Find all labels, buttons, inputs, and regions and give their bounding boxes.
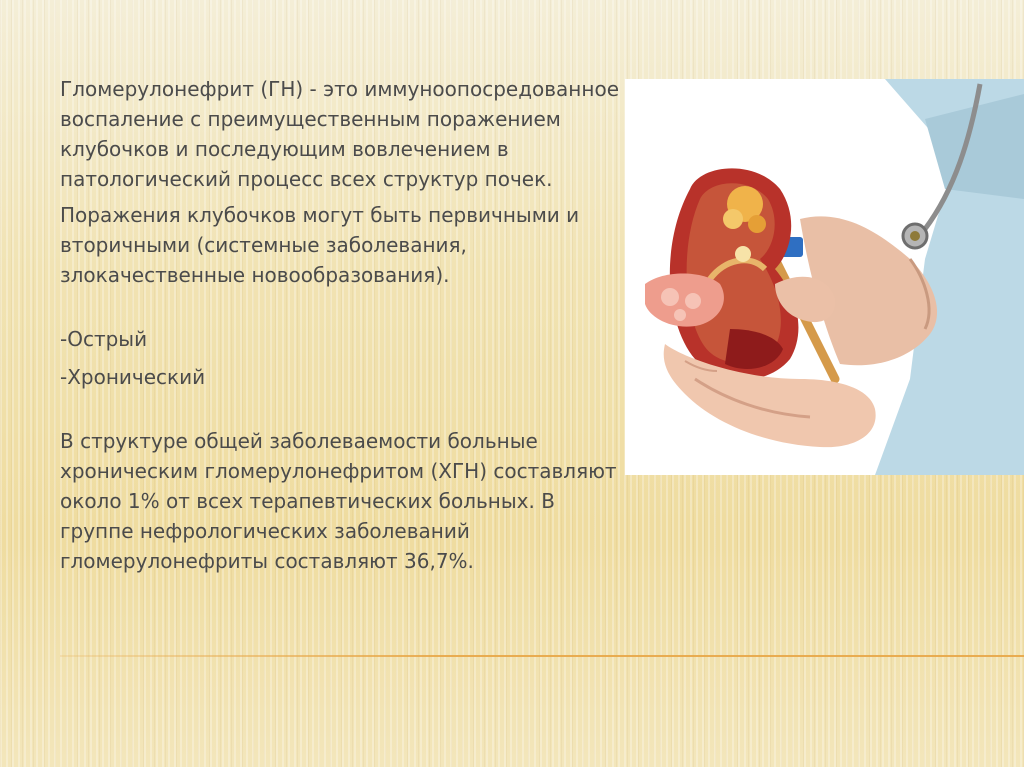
footer-divider-line (60, 655, 1024, 657)
statistics-paragraph: В структуре общей заболеваемости больные хроническим гломерулонефритом (ХГН) составляют около 1% от всех терапевтических больных. В группе нефрологических заболеваний гломерулонефриты составляют 36,7%. (60, 429, 617, 573)
list-item-chronic: -Хронический (60, 365, 206, 389)
kidney-model-in-hands-icon (625, 79, 1024, 475)
lesion-paragraph: Поражения клубочков могут быть первичными и вторичными (системные заболевания, злокачественные новообразования). (60, 203, 580, 287)
slide-body (60, 74, 630, 576)
kidney-model-photo (625, 79, 1024, 475)
list-item-acute: -Острый (60, 327, 148, 351)
intro-paragraph: Гломерулонефрит (ГН) - это иммуноопосредованное воспаление с преимущественным поражением клубочков и последующим вовлечением в патологический процесс всех структур почек. (60, 77, 620, 191)
